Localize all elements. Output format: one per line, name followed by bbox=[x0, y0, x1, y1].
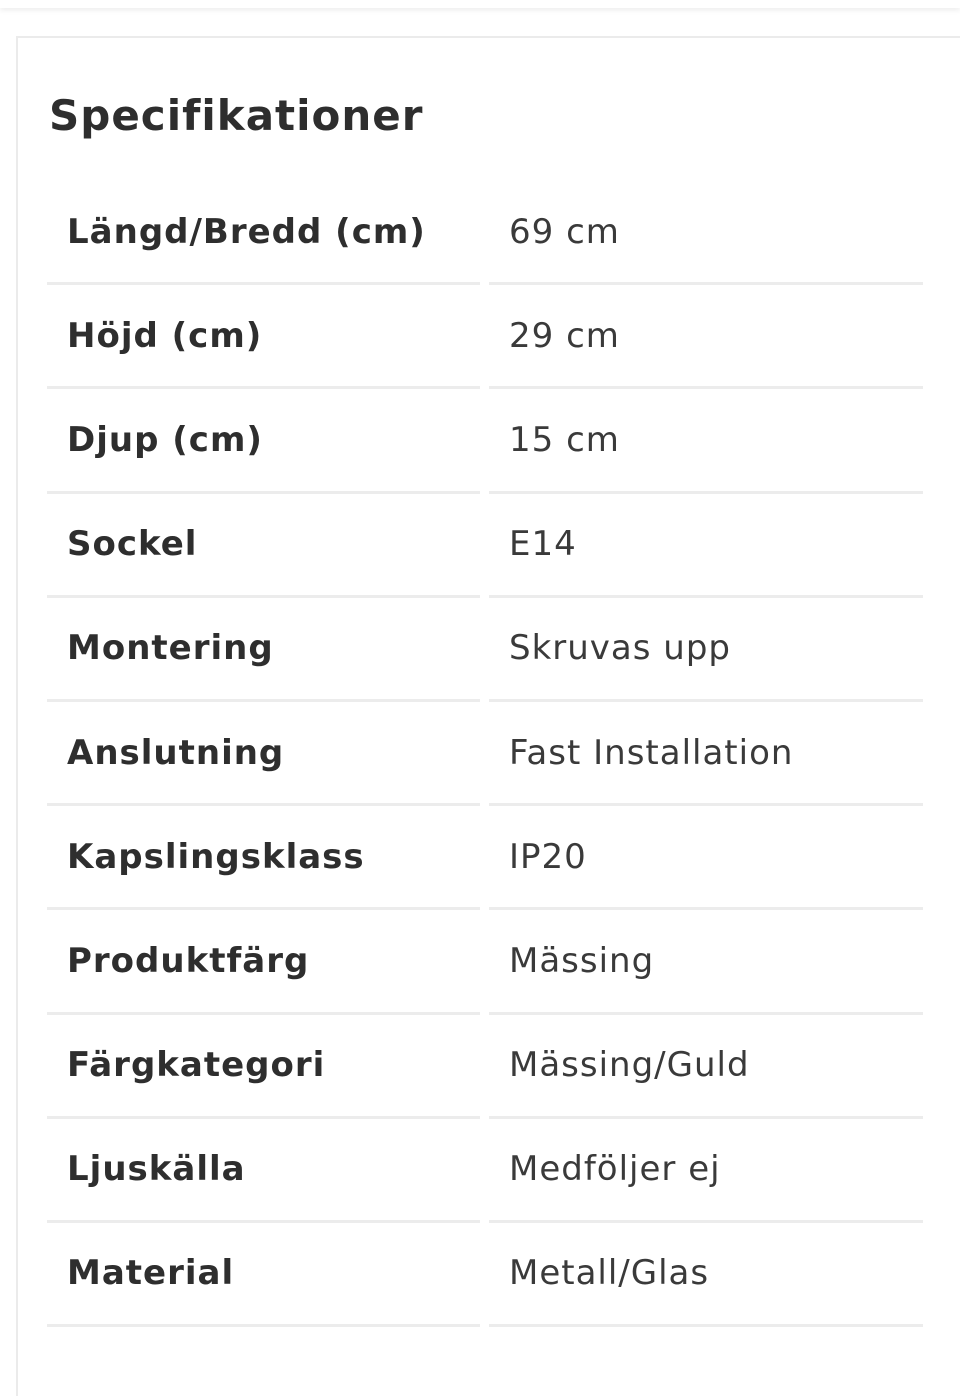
spec-value: 15 cm bbox=[489, 389, 923, 493]
spec-label: Anslutning bbox=[47, 702, 480, 806]
top-header-strip bbox=[0, 0, 960, 8]
spec-value: 69 cm bbox=[489, 181, 923, 285]
spec-label: Montering bbox=[47, 598, 480, 702]
spec-row bbox=[47, 702, 923, 806]
spec-row bbox=[47, 806, 923, 910]
spec-row bbox=[47, 285, 923, 389]
spec-value: Skruvas upp bbox=[489, 598, 923, 702]
spec-value: 29 cm bbox=[489, 285, 923, 389]
spec-row bbox=[47, 598, 923, 702]
spec-row bbox=[47, 1015, 923, 1119]
spec-row bbox=[47, 494, 923, 598]
spec-value: Mässing/Guld bbox=[489, 1015, 923, 1119]
specifications-card bbox=[16, 36, 960, 1396]
spec-label: Djup (cm) bbox=[47, 389, 480, 493]
spec-row bbox=[47, 181, 923, 285]
spec-label: Material bbox=[47, 1223, 480, 1327]
spec-row bbox=[47, 910, 923, 1014]
spec-value: Fast Installation bbox=[489, 702, 923, 806]
spec-label: Längd/Bredd (cm) bbox=[47, 181, 480, 285]
specifications-table bbox=[47, 181, 923, 1327]
spec-row bbox=[47, 389, 923, 493]
spec-row bbox=[47, 1119, 923, 1223]
spec-value: IP20 bbox=[489, 806, 923, 910]
spec-value: Mässing bbox=[489, 910, 923, 1014]
section-title: Specifikationer bbox=[49, 91, 424, 140]
spec-row bbox=[47, 1223, 923, 1327]
spec-label: Kapslingsklass bbox=[47, 806, 480, 910]
spec-value: Metall/Glas bbox=[489, 1223, 923, 1327]
spec-value: Medföljer ej bbox=[489, 1119, 923, 1223]
spec-label: Färgkategori bbox=[47, 1015, 480, 1119]
spec-label: Höjd (cm) bbox=[47, 285, 480, 389]
spec-label: Ljuskälla bbox=[47, 1119, 480, 1223]
spec-label: Sockel bbox=[47, 494, 480, 598]
spec-value: E14 bbox=[489, 494, 923, 598]
spec-label: Produktfärg bbox=[47, 910, 480, 1014]
